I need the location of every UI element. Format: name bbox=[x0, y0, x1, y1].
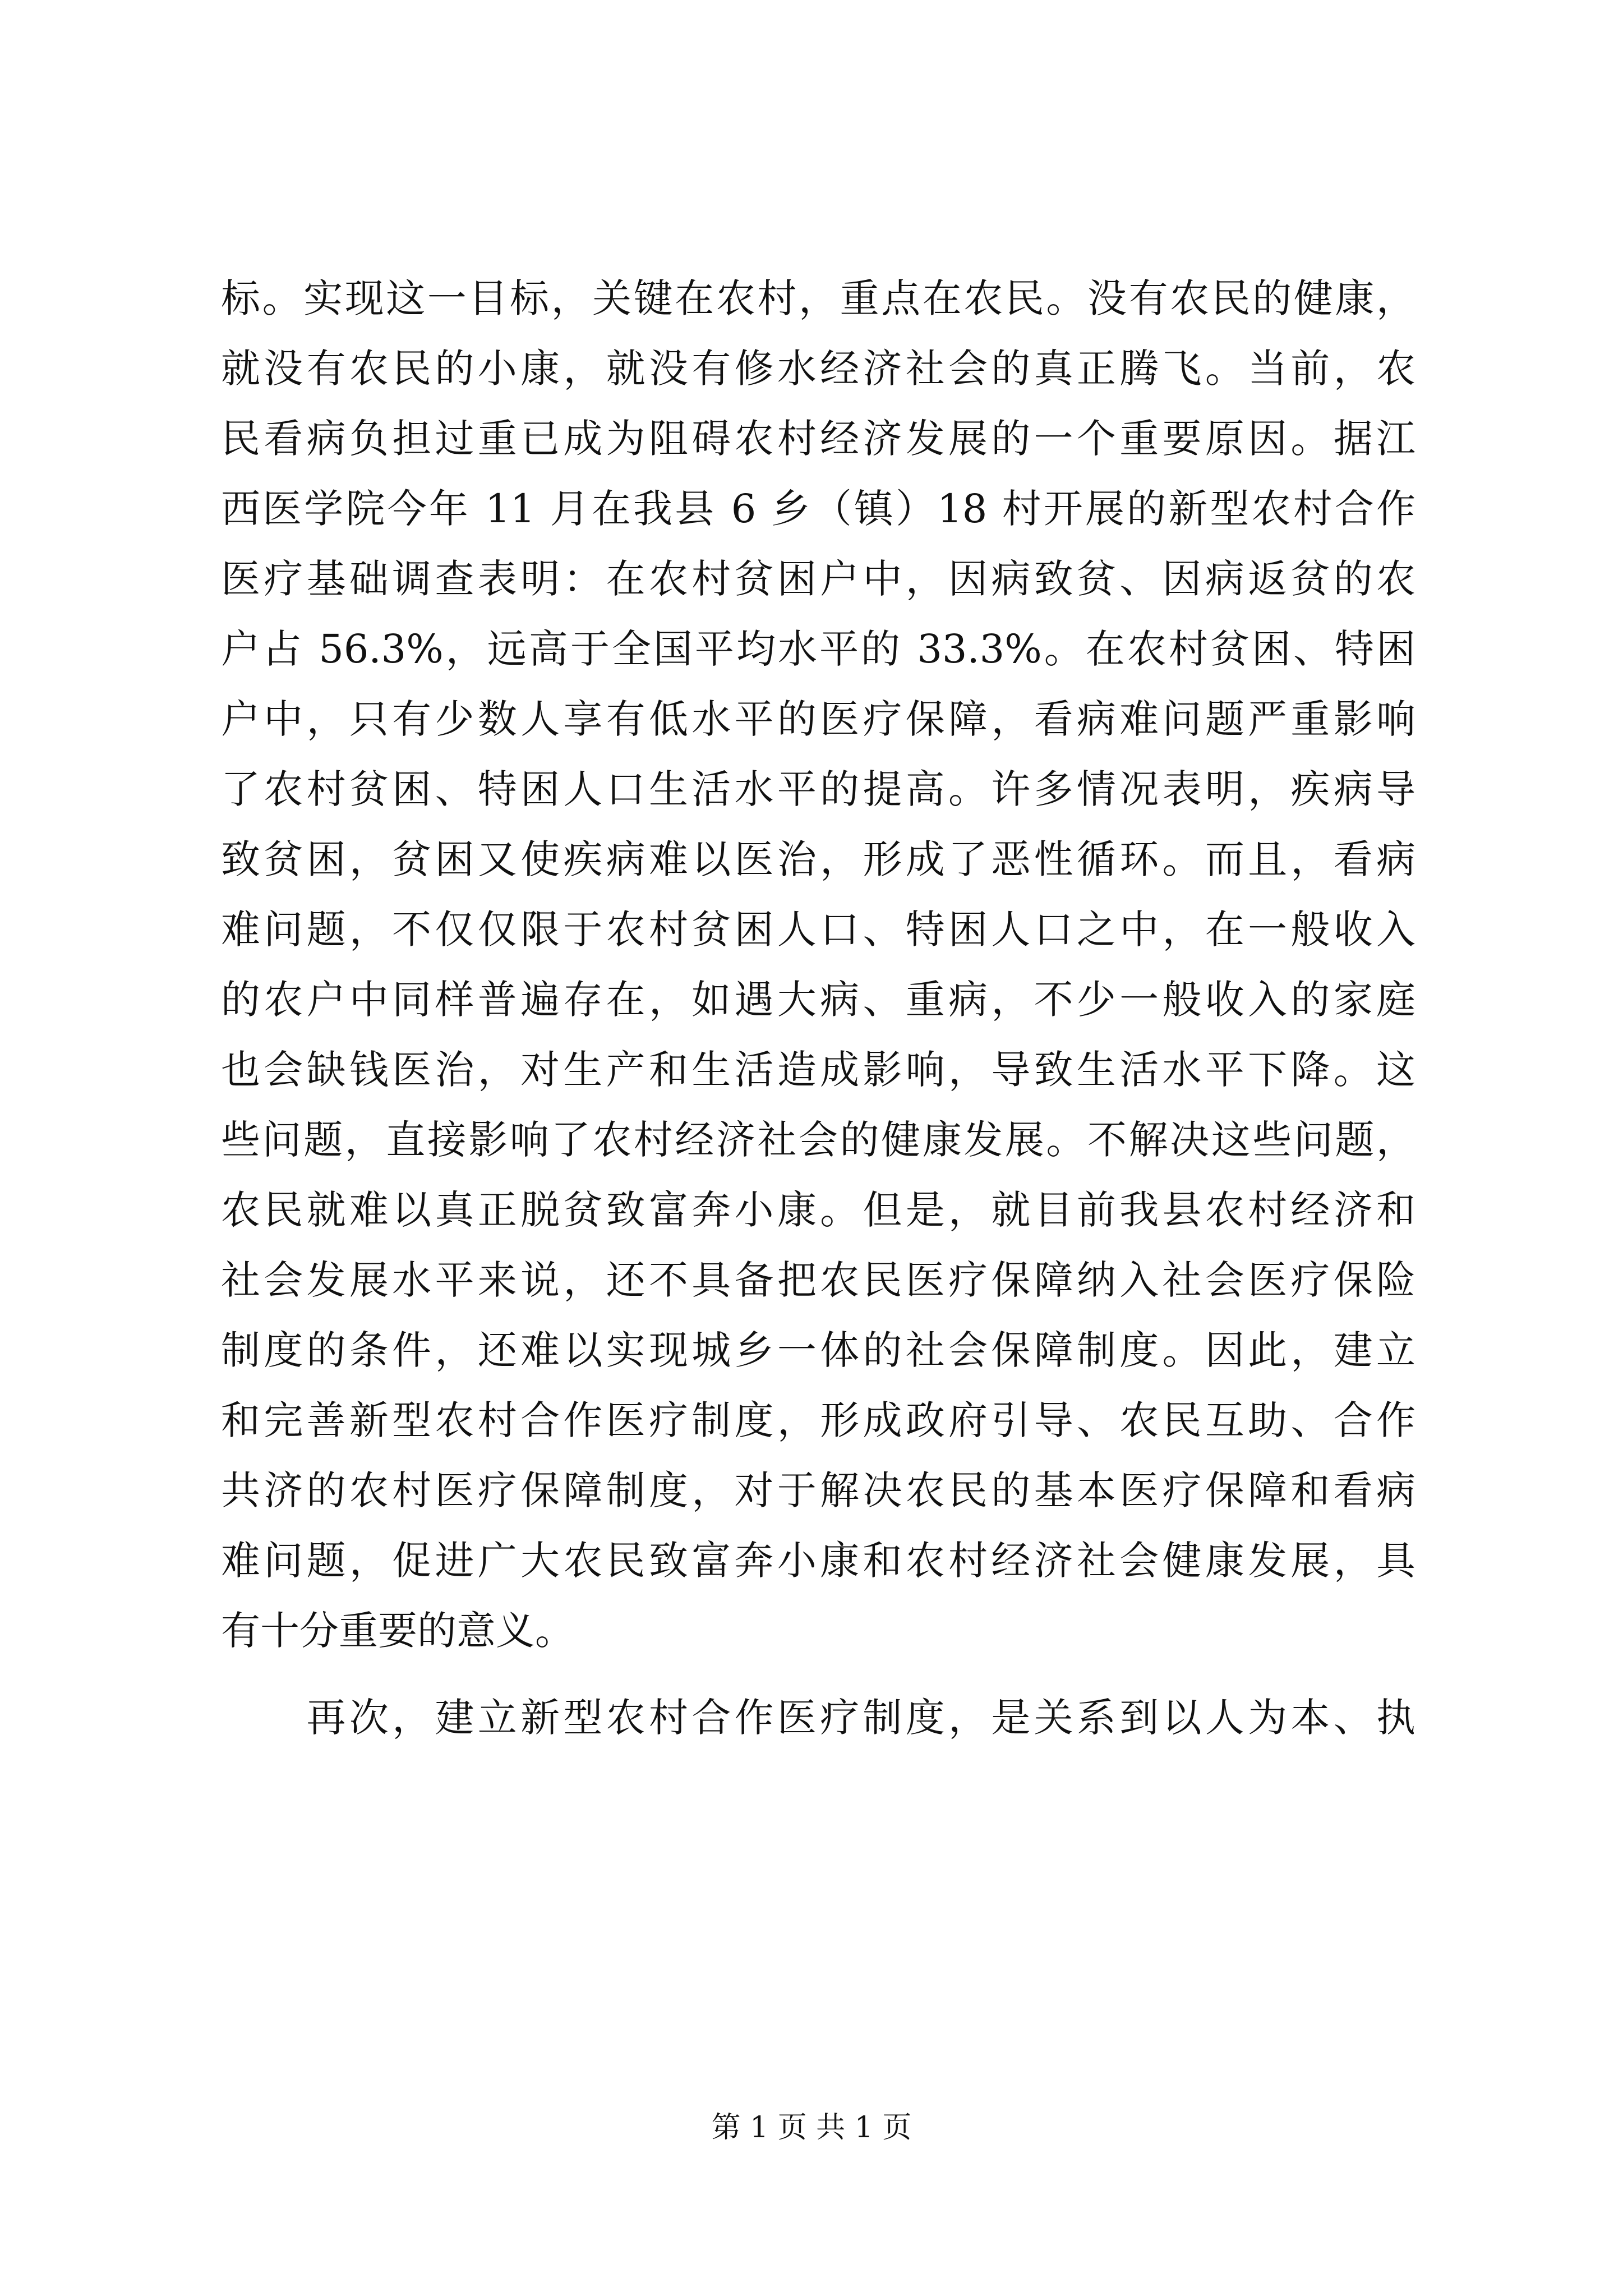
text-line: 制度的条件，还难以实现城乡一体的社会保障制度。因此，建立 bbox=[221, 1327, 1415, 1373]
text-line: 西医学院今年 11 月在我县 6 乡（镇）18 村开展的新型农村合作 bbox=[221, 486, 1415, 532]
text-line: 医疗基础调查表明：在农村贫困户中，因病致贫、因病返贫的农 bbox=[221, 556, 1415, 602]
text-line: 户中，只有少数人享有低水平的医疗保障，看病难问题严重影响 bbox=[221, 696, 1415, 742]
text-line: 户占 56.3%，远高于全国平均水平的 33.3%。在农村贫困、特困 bbox=[221, 626, 1415, 672]
document-body bbox=[221, 264, 1415, 1753]
text-line: 标。实现这一目标，关键在农村，重点在农民。没有农民的健康， bbox=[221, 275, 1415, 321]
text-line: 农民就难以真正脱贫致富奔小康。但是，就目前我县农村经济和 bbox=[221, 1187, 1415, 1233]
paragraph-2 bbox=[221, 1683, 1415, 1753]
text-line: 和完善新型农村合作医疗制度，形成政府引导、农民互助、合作 bbox=[221, 1397, 1415, 1443]
text-line: 也会缺钱医治，对生产和生活造成影响，导致生活水平下降。这 bbox=[221, 1047, 1415, 1093]
text-line: 的农户中同样普遍存在，如遇大病、重病，不少一般收入的家庭 bbox=[221, 977, 1415, 1023]
text-line: 就没有农民的小康，就没有修水经济社会的真正腾飞。当前，农 bbox=[221, 346, 1415, 392]
paragraph-1 bbox=[221, 264, 1415, 1666]
text-line: 共济的农村医疗保障制度，对于解决农民的基本医疗保障和看病 bbox=[221, 1467, 1415, 1513]
text-line: 难问题，促进广大农民致富奔小康和农村经济社会健康发展，具 bbox=[221, 1538, 1415, 1584]
text-line: 难问题，不仅仅限于农村贫困人口、特困人口之中，在一般收入 bbox=[221, 907, 1415, 953]
text-line: 社会发展水平来说，还不具备把农民医疗保障纳入社会医疗保险 bbox=[221, 1257, 1415, 1303]
page-number-label: 第 1 页 共 1 页 bbox=[711, 2111, 912, 2145]
page-footer bbox=[0, 2108, 1623, 2147]
text-line: 有十分重要的意义。 bbox=[221, 1608, 574, 1654]
text-line: 了农村贫困、特困人口生活水平的提高。许多情况表明，疾病导 bbox=[221, 766, 1415, 812]
paragraph-spacer bbox=[221, 1666, 1415, 1683]
text-line: 再次，建立新型农村合作医疗制度，是关系到以人为本、执 bbox=[221, 1695, 1415, 1741]
text-line: 致贫困，贫困又使疾病难以医治，形成了恶性循环。而且，看病 bbox=[221, 836, 1415, 882]
text-line: 民看病负担过重已成为阻碍农村经济发展的一个重要原因。据江 bbox=[221, 416, 1415, 462]
text-line: 些问题，直接影响了农村经济社会的健康发展。不解决这些问题， bbox=[221, 1117, 1415, 1163]
